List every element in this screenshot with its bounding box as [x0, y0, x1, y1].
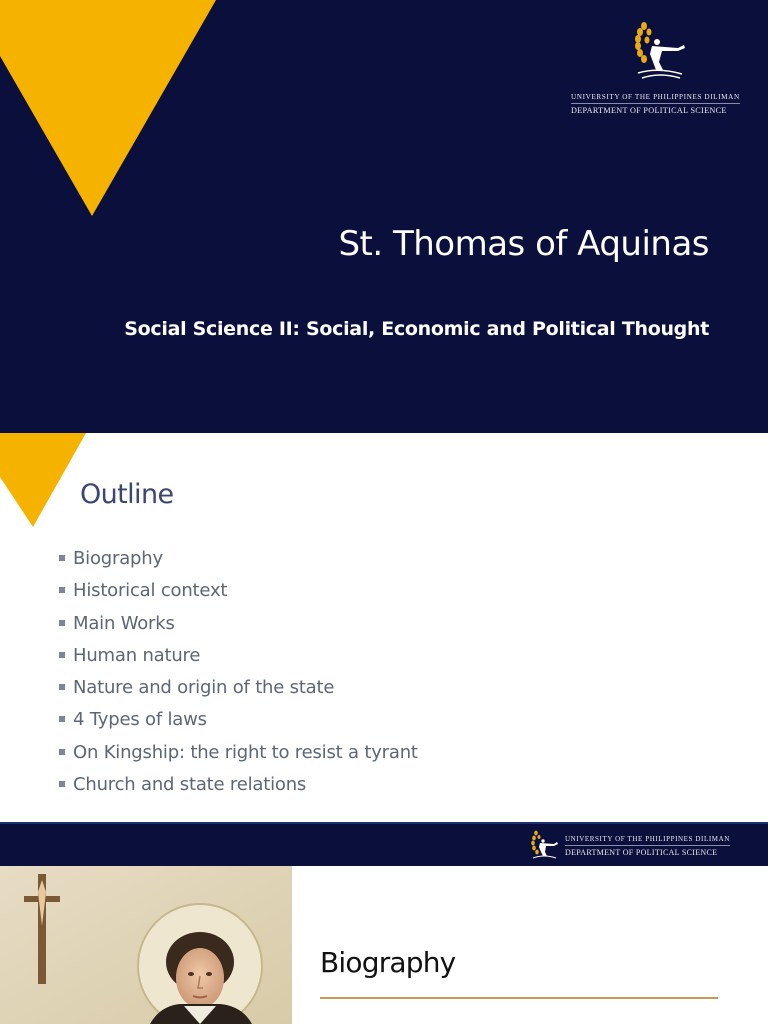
list-item — [59, 677, 418, 709]
square-bullet-icon — [59, 587, 65, 593]
square-bullet-icon — [59, 684, 65, 690]
square-bullet-icon — [59, 620, 65, 626]
square-bullet-icon — [59, 716, 65, 722]
list-item-label: Main Works — [73, 612, 175, 634]
logo-divider — [571, 103, 740, 104]
list-item-label: Human nature — [73, 644, 201, 666]
oblation-wreath-icon — [628, 20, 690, 86]
square-bullet-icon — [59, 555, 65, 561]
biography-heading: Biography — [320, 946, 456, 979]
department-name: DEPARTMENT OF POLITICAL SCIENCE — [571, 106, 727, 115]
gold-triangle-decoration — [0, 0, 230, 220]
university-name: UNIVERSITY OF THE PHILIPPINES DILIMAN — [565, 835, 730, 843]
square-bullet-icon — [59, 781, 65, 787]
biography-slide — [0, 866, 768, 1024]
list-item — [59, 709, 418, 741]
footer-band — [0, 822, 768, 866]
list-item-label: Historical context — [73, 580, 228, 602]
outline-list — [59, 548, 418, 806]
title-slide — [0, 0, 768, 433]
university-logo — [571, 93, 740, 115]
oblation-wreath-icon — [528, 829, 560, 863]
logo-divider — [565, 845, 730, 846]
square-bullet-icon — [59, 749, 65, 755]
list-item — [59, 613, 418, 645]
department-name: DEPARTMENT OF POLITICAL SCIENCE — [565, 848, 718, 857]
slide-title: St. Thomas of Aquinas — [338, 224, 709, 264]
university-logo — [565, 835, 730, 857]
list-item — [59, 774, 418, 806]
slide-subtitle: Social Science II: Social, Economic and Political Thought — [124, 318, 709, 340]
list-item — [59, 645, 418, 677]
list-item-label: 4 Types of laws — [73, 709, 207, 731]
square-bullet-icon — [59, 652, 65, 658]
list-item-label: Nature and origin of the state — [73, 677, 335, 699]
outline-heading: Outline — [80, 479, 174, 510]
list-item — [59, 580, 418, 612]
outline-slide — [0, 433, 768, 822]
list-item-label: On Kingship: the right to resist a tyrant — [73, 741, 418, 763]
list-item — [59, 742, 418, 774]
portrait-image — [0, 866, 292, 1024]
list-item-label: Church and state relations — [73, 774, 307, 796]
university-name: UNIVERSITY OF THE PHILIPPINES DILIMAN — [571, 93, 740, 101]
heading-underline — [320, 997, 718, 999]
list-item — [59, 548, 418, 580]
list-item-label: Biography — [73, 548, 163, 569]
